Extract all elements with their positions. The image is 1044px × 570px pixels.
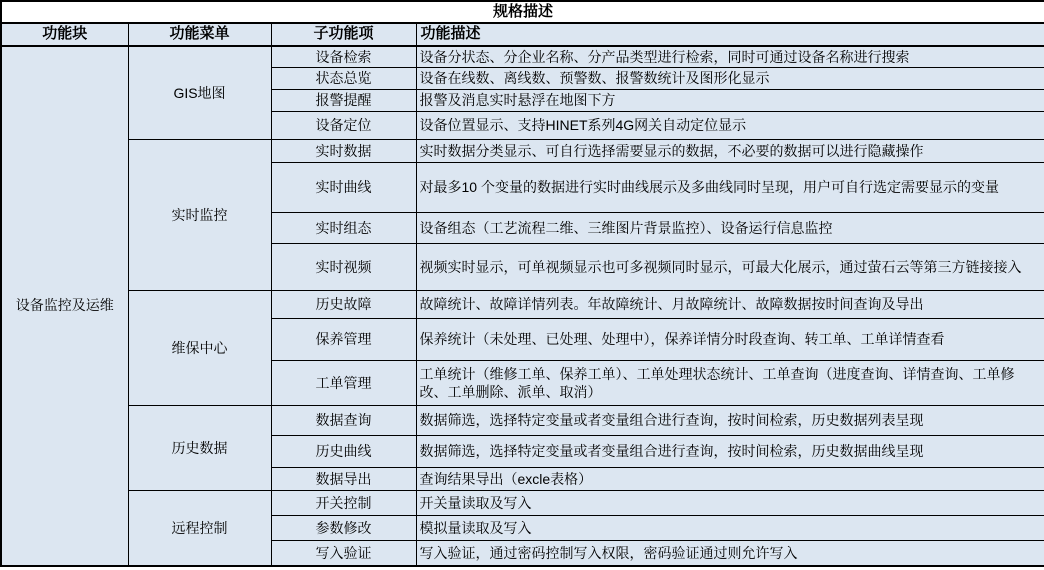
cell-sub-function: 实时曲线	[271, 163, 416, 213]
cell-sub-function: 工单管理	[271, 361, 416, 406]
table-row	[1, 46, 1044, 68]
cell-sub-function: 历史故障	[271, 291, 416, 319]
cell-description: 数据筛选，选择特定变量或者变量组合进行查询，按时间检索，历史数据列表呈现	[416, 406, 1044, 436]
cell-description: 视频实时显示，可单视频显示也可多视频同时显示，可最大化展示，通过萤石云等第三方链接接入	[416, 244, 1044, 291]
cell-menu-gis-map: GIS地图	[128, 46, 271, 140]
cell-description: 工单统计（维修工单、保养工单）、工单处理状态统计、工单查询（进度查询、详情查询、工单修改、工单删除、派单、取消）	[416, 361, 1044, 406]
column-header-function-desc: 功能描述	[416, 23, 1044, 45]
cell-sub-function: 历史曲线	[271, 436, 416, 468]
cell-description: 保养统计（未处理、已处理、处理中），保养详情分时段查询、转工单、工单详情查看	[416, 319, 1044, 361]
table-row	[1, 491, 1044, 516]
cell-description: 报警及消息实时悬浮在地图下方	[416, 90, 1044, 112]
table-row	[1, 291, 1044, 319]
cell-description: 设备位置显示、支持HINET系列4G网关自动定位显示	[416, 112, 1044, 140]
cell-sub-function: 设备检索	[271, 46, 416, 68]
cell-description: 实时数据分类显示、可自行选择需要显示的数据，不必要的数据可以进行隐藏操作	[416, 140, 1044, 163]
cell-sub-function: 保养管理	[271, 319, 416, 361]
cell-sub-function: 写入验证	[271, 541, 416, 566]
cell-description: 查询结果导出（excle表格）	[416, 468, 1044, 491]
table-row	[1, 406, 1044, 436]
table-title-row	[1, 1, 1044, 23]
cell-sub-function: 数据查询	[271, 406, 416, 436]
cell-description: 设备组态（工艺流程二维、三维图片背景监控）、设备运行信息监控	[416, 213, 1044, 244]
cell-description: 写入验证，通过密码控制写入权限，密码验证通过则允许写入	[416, 541, 1044, 566]
table-row	[1, 140, 1044, 163]
cell-sub-function: 参数修改	[271, 516, 416, 541]
column-header-sub-function: 子功能项	[271, 23, 416, 45]
column-header-function-block: 功能块	[1, 23, 128, 45]
table-header-row	[1, 23, 1044, 45]
cell-sub-function: 设备定位	[271, 112, 416, 140]
cell-menu-maintenance-center: 维保中心	[128, 291, 271, 406]
cell-description: 开关量读取及写入	[416, 491, 1044, 516]
column-header-function-menu: 功能菜单	[128, 23, 271, 45]
cell-function-block: 设备监控及运维	[1, 46, 128, 566]
cell-description: 故障统计、故障详情列表。年故障统计、月故障统计、故障数据按时间查询及导出	[416, 291, 1044, 319]
cell-description: 设备分状态、分企业名称、分产品类型进行检索，同时可通过设备名称进行搜索	[416, 46, 1044, 68]
cell-description: 对最多10 个变量的数据进行实时曲线展示及多曲线同时呈现，用户可自行选定需要显示的变量	[416, 163, 1044, 213]
table-title: 规格描述	[1, 1, 1044, 23]
cell-sub-function: 实时视频	[271, 244, 416, 291]
cell-sub-function: 实时组态	[271, 213, 416, 244]
cell-description: 模拟量读取及写入	[416, 516, 1044, 541]
cell-description: 设备在线数、离线数、预警数、报警数统计及图形化显示	[416, 68, 1044, 90]
cell-menu-realtime-monitor: 实时监控	[128, 140, 271, 291]
cell-sub-function: 实时数据	[271, 140, 416, 163]
cell-menu-history-data: 历史数据	[128, 406, 271, 491]
cell-sub-function: 开关控制	[271, 491, 416, 516]
cell-sub-function: 状态总览	[271, 68, 416, 90]
cell-description: 数据筛选，选择特定变量或者变量组合进行查询，按时间检索，历史数据曲线呈现	[416, 436, 1044, 468]
cell-sub-function: 报警提醒	[271, 90, 416, 112]
cell-sub-function: 数据导出	[271, 468, 416, 491]
cell-menu-remote-control: 远程控制	[128, 491, 271, 566]
